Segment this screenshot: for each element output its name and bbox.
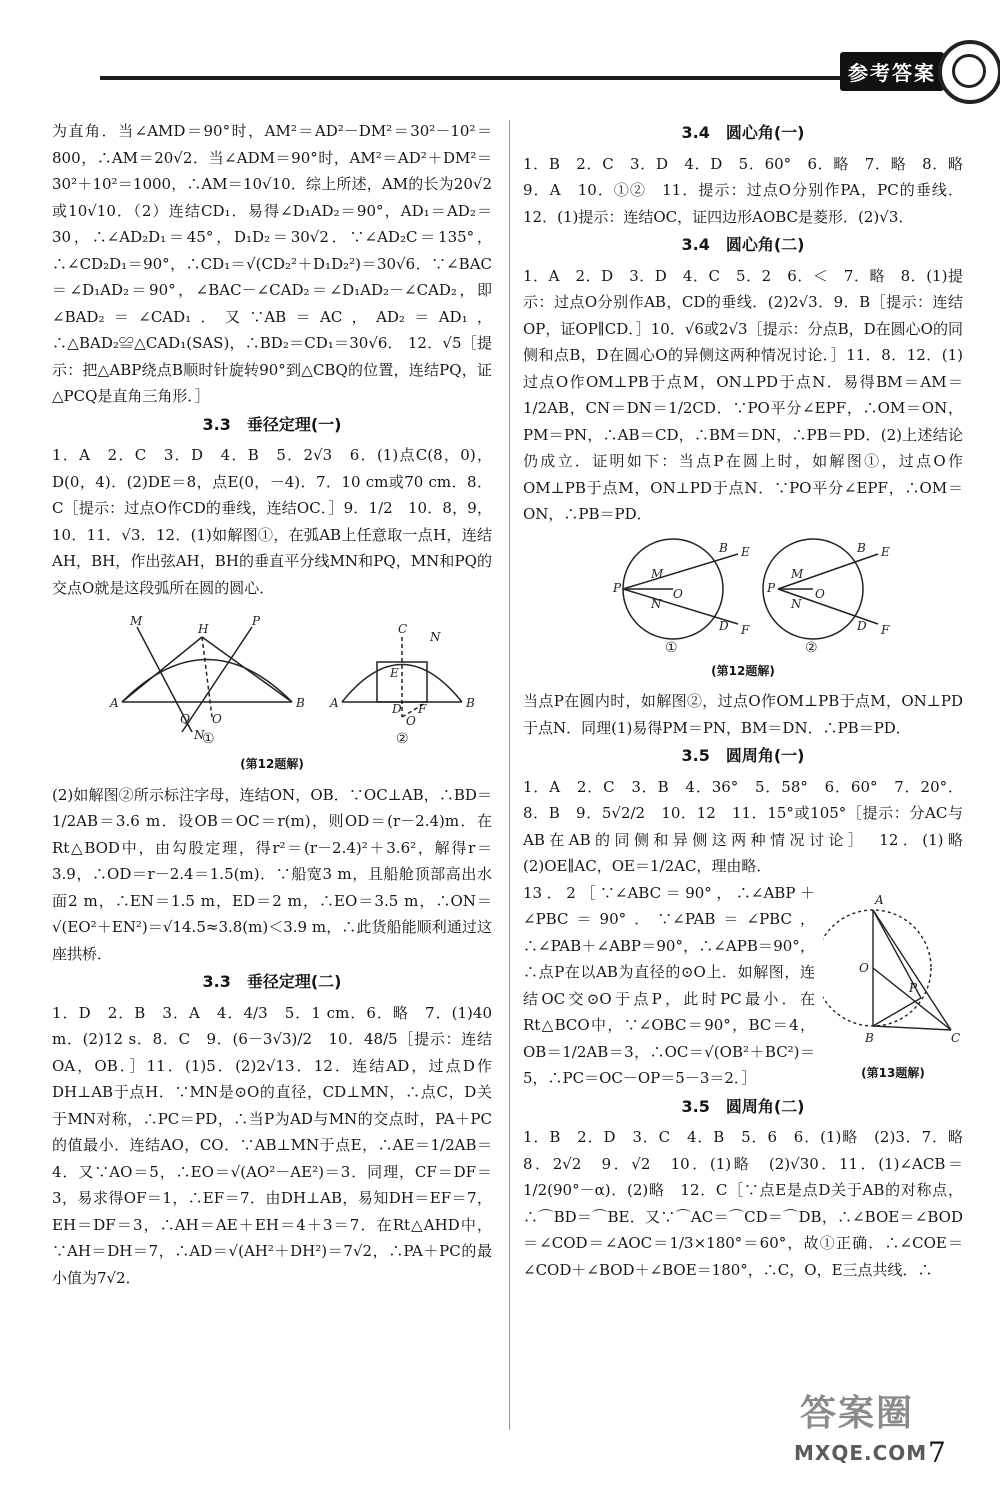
section-title: 3.3 垂径定理(一) (202, 414, 342, 434)
left-column (52, 118, 492, 1291)
figure-label: Q (180, 712, 190, 726)
figure-number: ① (202, 731, 215, 747)
figure-label: M (791, 566, 804, 581)
figure-label: O (212, 712, 222, 726)
figure-label: D (392, 702, 402, 716)
section-title: 3.5 圆周角(二) (681, 1096, 805, 1116)
figure-caption: (第12题解) (240, 757, 304, 771)
figure-label: P (909, 980, 918, 995)
figure-label: C (951, 1030, 961, 1045)
answer-paragraph: 为直角．当∠AMD＝90°时，AM²＝AD²－DM²＝30²－10²＝800，∴AM＝20√2．当∠ADM＝90°时，AM²＝AD²＋DM²＝30²＋10²＝1000，∴AM＝10√10．综上所述，AM的长为20√2或10√10．（2）连结CD₁．易得∠D₁AD₂＝90°，AD₁＝AD₂＝30，∴∠AD₂D₁＝45°，D₁D₂＝30√2．∵∠AD₂C＝135°，∴∠CD₂D₁＝90°，∴CD₁＝√(CD₂²＋D₁D₂²)＝30√6．∵∠BAC＝∠D₁AD₂＝90°，∠BAC－∠CAD₂＝∠D₁AD₂－∠CAD₂，即∠BAD₂＝∠CAD₁．又∵AB＝AC，AD₂＝AD₁，∴△BAD₂≌△CAD₁(SAS)，∴BD₂＝CD₁＝30√6． 12．√5［提示：把△ABP绕点B顺时针旋转90°到△CBQ的位置，连结PQ，证△PCQ是直角三角形．］ (52, 122, 492, 405)
figure-label: N (194, 728, 205, 742)
answer-paragraph: 当点P在圆内时，如解图②，过点O作OM⊥PB于点M，ON⊥PD于点N．同理(1)易得PM＝PN，BM＝DN．∴PB＝PD． (523, 692, 963, 737)
watermark-logo: 答案圈 (800, 1393, 915, 1434)
q13-block (523, 880, 963, 1092)
answer-paragraph: 1．A 2．D 3．D 4．C 5．2 6．＜ 7．略 8．(1)提示：过点O分别作AB，CD的垂线．(2)2√3．9．B［提示：连结OP，证OP∥CD．］10．√6或2√3［提示：分点B，D在圆心O的同侧和点B，D在圆心O的异侧这两种情况讨论．］11．8．12．(1)过点O作OM⊥PB于点M，ON⊥PD于点N．易得BM＝AM＝1/2AB，CN＝DN＝1/2CD．∵PO平分∠EPF，∴OM＝ON，PM＝PN，∴AB＝CD，∴BM＝DN，∴PB＝PD．(2)上述结论仍成立．证明如下：当点P在圆上时，如解图①，过点O作OM⊥PB于点M，ON⊥PD于点N．∵PO平分∠EPF，∴OM＝ON，∴PB＝PD． (523, 266, 963, 523)
figure-label: A (330, 696, 339, 710)
answer-paragraph: (2)如解图②所示标注字母，连结ON，OB．∵OC⊥AB，∴BD＝1/2AB＝3.6 m．设OB＝OC＝r(m)，则OD＝(r－2.4)m．在Rt△BOD中，由勾股定理，得r²＝(r－2.4)²＋3.6²，解得r＝3.9，∴OD＝r－2.4＝1.5(m)．∵船宽3 m，且船舱顶部高出水面2 m，∴EN＝1.5 m，ED＝2 m，∴EO＝3.5 m，∴ON＝√(EO²＋EN²)＝√14.5≈3.8(m)＜3.9 m，∴此货船能顺利通过这座拱桥． (52, 785, 492, 963)
figure-caption: (第12题解) (711, 663, 775, 678)
section-title: 3.3 垂径定理(二) (202, 972, 342, 991)
figure-number: ① (665, 639, 678, 654)
figure-label: P (767, 580, 776, 595)
figure-label: E (881, 544, 890, 559)
column-divider (509, 120, 510, 1430)
figure-label: B (857, 540, 866, 555)
figure-label: D (719, 618, 729, 633)
answer-paragraph: 1．A 2．C 3．D 4．B 5．2√3 6．(1)点C(8，0)，D(0，4)．(2)DE＝8，点E(0，－4)．7．10 cm或70 cm．8．C［提示：过点O作CD的垂线，连结OC．］9．1/2 10．8，9，10．11．√3．12．(1)如解图①，在弧AB上任意取一点H，连结AH，BH，作出弦AH，BH的垂直平分线MN和PQ，MN和PQ的交点O就是这段弧所在圆的圆心． (52, 446, 492, 597)
figure-label: O (406, 714, 416, 728)
figure-number: ② (396, 731, 409, 747)
figure-label: E (390, 666, 399, 680)
answer-paragraph: 1．B 2．C 3．D 4．D 5．60° 6．略 7．略 8．略 9．A 10．①② 11．提示：过点O分别作PA，PC的垂线．12．(1)提示：连结OC，证四边形AOBC是菱形．(2)√3． (523, 154, 979, 226)
figure-label: N (430, 630, 441, 644)
figure-label: N (791, 596, 802, 611)
page-header (40, 40, 960, 100)
figure-label: B (865, 1030, 874, 1045)
figure-label: P (613, 580, 622, 595)
figure-label: B (719, 540, 728, 555)
figure-label: P (252, 614, 261, 628)
figure-label: H (198, 622, 209, 636)
figure-number: ② (805, 639, 818, 654)
answer-paragraph: 13．2［∵∠ABC＝90°，∴∠ABP＋∠PBC＝90°．∵∠PAB＝∠PBC，∴∠PAB＋∠ABP＝90°，∴∠APB＝90°，∴点P在以AB为直径的⊙O上．如解图，连结OC交⊙O于点P，此时PC最小．在Rt△BCO中，∵∠OBC＝90°，BC＝4，OB＝1/2AB＝3，∴OC＝√(OB²＋BC²)＝5，∴PC＝OC－OP＝5－3＝2．］ (523, 883, 815, 1087)
arc-diagrams (52, 607, 492, 747)
section-title: 3.5 圆周角(一) (681, 746, 805, 765)
answer-paragraph: 1．D 2．B 3．A 4．4/3 5．1 cm．6．略 7．(1)40 m．(2)12 s．8．C 9．(6－3√3)/2 10．48/5［提示：连结OA，OB．］11．(1)5．(2)2√13．12．连结AD，过点D作DH⊥AB于点H．∵MN是⊙O的直径，CD⊥MN，∴点C，D关于MN对称，∴PC＝PD，∴当P为AD与MN的交点时，PA＋PC的值最小．连结AO，CO．∵AB⊥MN于点E，∴AE＝1/2AB＝4．又∵AO＝5，∴EO＝√(AO²－AE²)＝3．同理，CF＝DF＝3，易求得OF＝1，∴EF＝7．由DH⊥AB，易知DH＝EF＝7，EH＝DF＝3，∴AH＝AE＋EH＝4＋3＝7．在Rt△AHD中，∵AH＝DH＝7，∴AD＝√(AH²＋DH²)＝7√2，∴PA＋PC的最小值为7√2． (52, 1003, 492, 1287)
figure-label: M (130, 614, 143, 628)
figure-label: F (418, 702, 427, 716)
right-column (523, 118, 979, 1283)
section-title: 3.4 圆心角(一) (681, 123, 805, 142)
header-rule (100, 76, 850, 80)
figure-label: O (673, 586, 683, 601)
figure-label: F (881, 622, 890, 637)
header-badge-icon (938, 40, 1000, 104)
circle-diagrams (523, 534, 963, 654)
watermark (794, 1383, 954, 1465)
figure-label: N (651, 596, 662, 611)
answer-paragraph: 1．A 2．C 3．B 4．36° 5．58° 6．60° 7．20°．8．B 9．5√2/2 10．12 11．15°或105°［提示：分AC与AB在AB的同侧和异侧这两种情况讨论］ 12．(1)略 (2)OE∥AC，OE＝1/2AC，理由略． (523, 777, 979, 875)
figure-label: O (859, 960, 869, 975)
figure-12-diagrams (52, 607, 492, 747)
header-tag: 参考答案 (840, 52, 944, 91)
figure-12-circles (523, 534, 963, 654)
figure-label: B (466, 696, 475, 710)
figure-caption: (第13题解) (861, 1066, 925, 1080)
figure-label: C (398, 622, 408, 636)
figure-label: O (815, 586, 825, 601)
page-number: 7 (928, 1436, 946, 1469)
answer-paragraph: 1．B 2．D 3．C 4．B 5．6 6．(1)略 (2)3．7．略 8．2√2 9．√2 10．(1)略 (2)√30．11．(1)∠ACB＝1/2(90°－α)．(2)略 12．C［∵点E是点D关于AB的对称点，∴⌒BD＝⌒BE．又∵⌒AC＝⌒CD＝⌒DB，∴∠BOE＝∠BOD＝∠COD＝∠AOC＝1/3×180°＝60°，故①正确．∴∠COE＝∠COD＋∠BOD＋∠BOE＝180°，∴C，O，E三点共线．∴ (523, 1128, 979, 1279)
watermark-url: MXQE.COM (794, 1441, 928, 1465)
figure-label: A (110, 696, 119, 710)
figure-label: B (296, 696, 305, 710)
circle-triangle-diagram (823, 880, 963, 1050)
figure-label: A (875, 892, 884, 907)
figure-label: M (651, 566, 664, 581)
figure-label: D (857, 618, 867, 633)
figure-label: F (741, 622, 750, 637)
section-title: 3.4 圆心角(二) (681, 235, 805, 254)
figure-label: E (741, 544, 750, 559)
figure-13 (823, 880, 963, 1091)
